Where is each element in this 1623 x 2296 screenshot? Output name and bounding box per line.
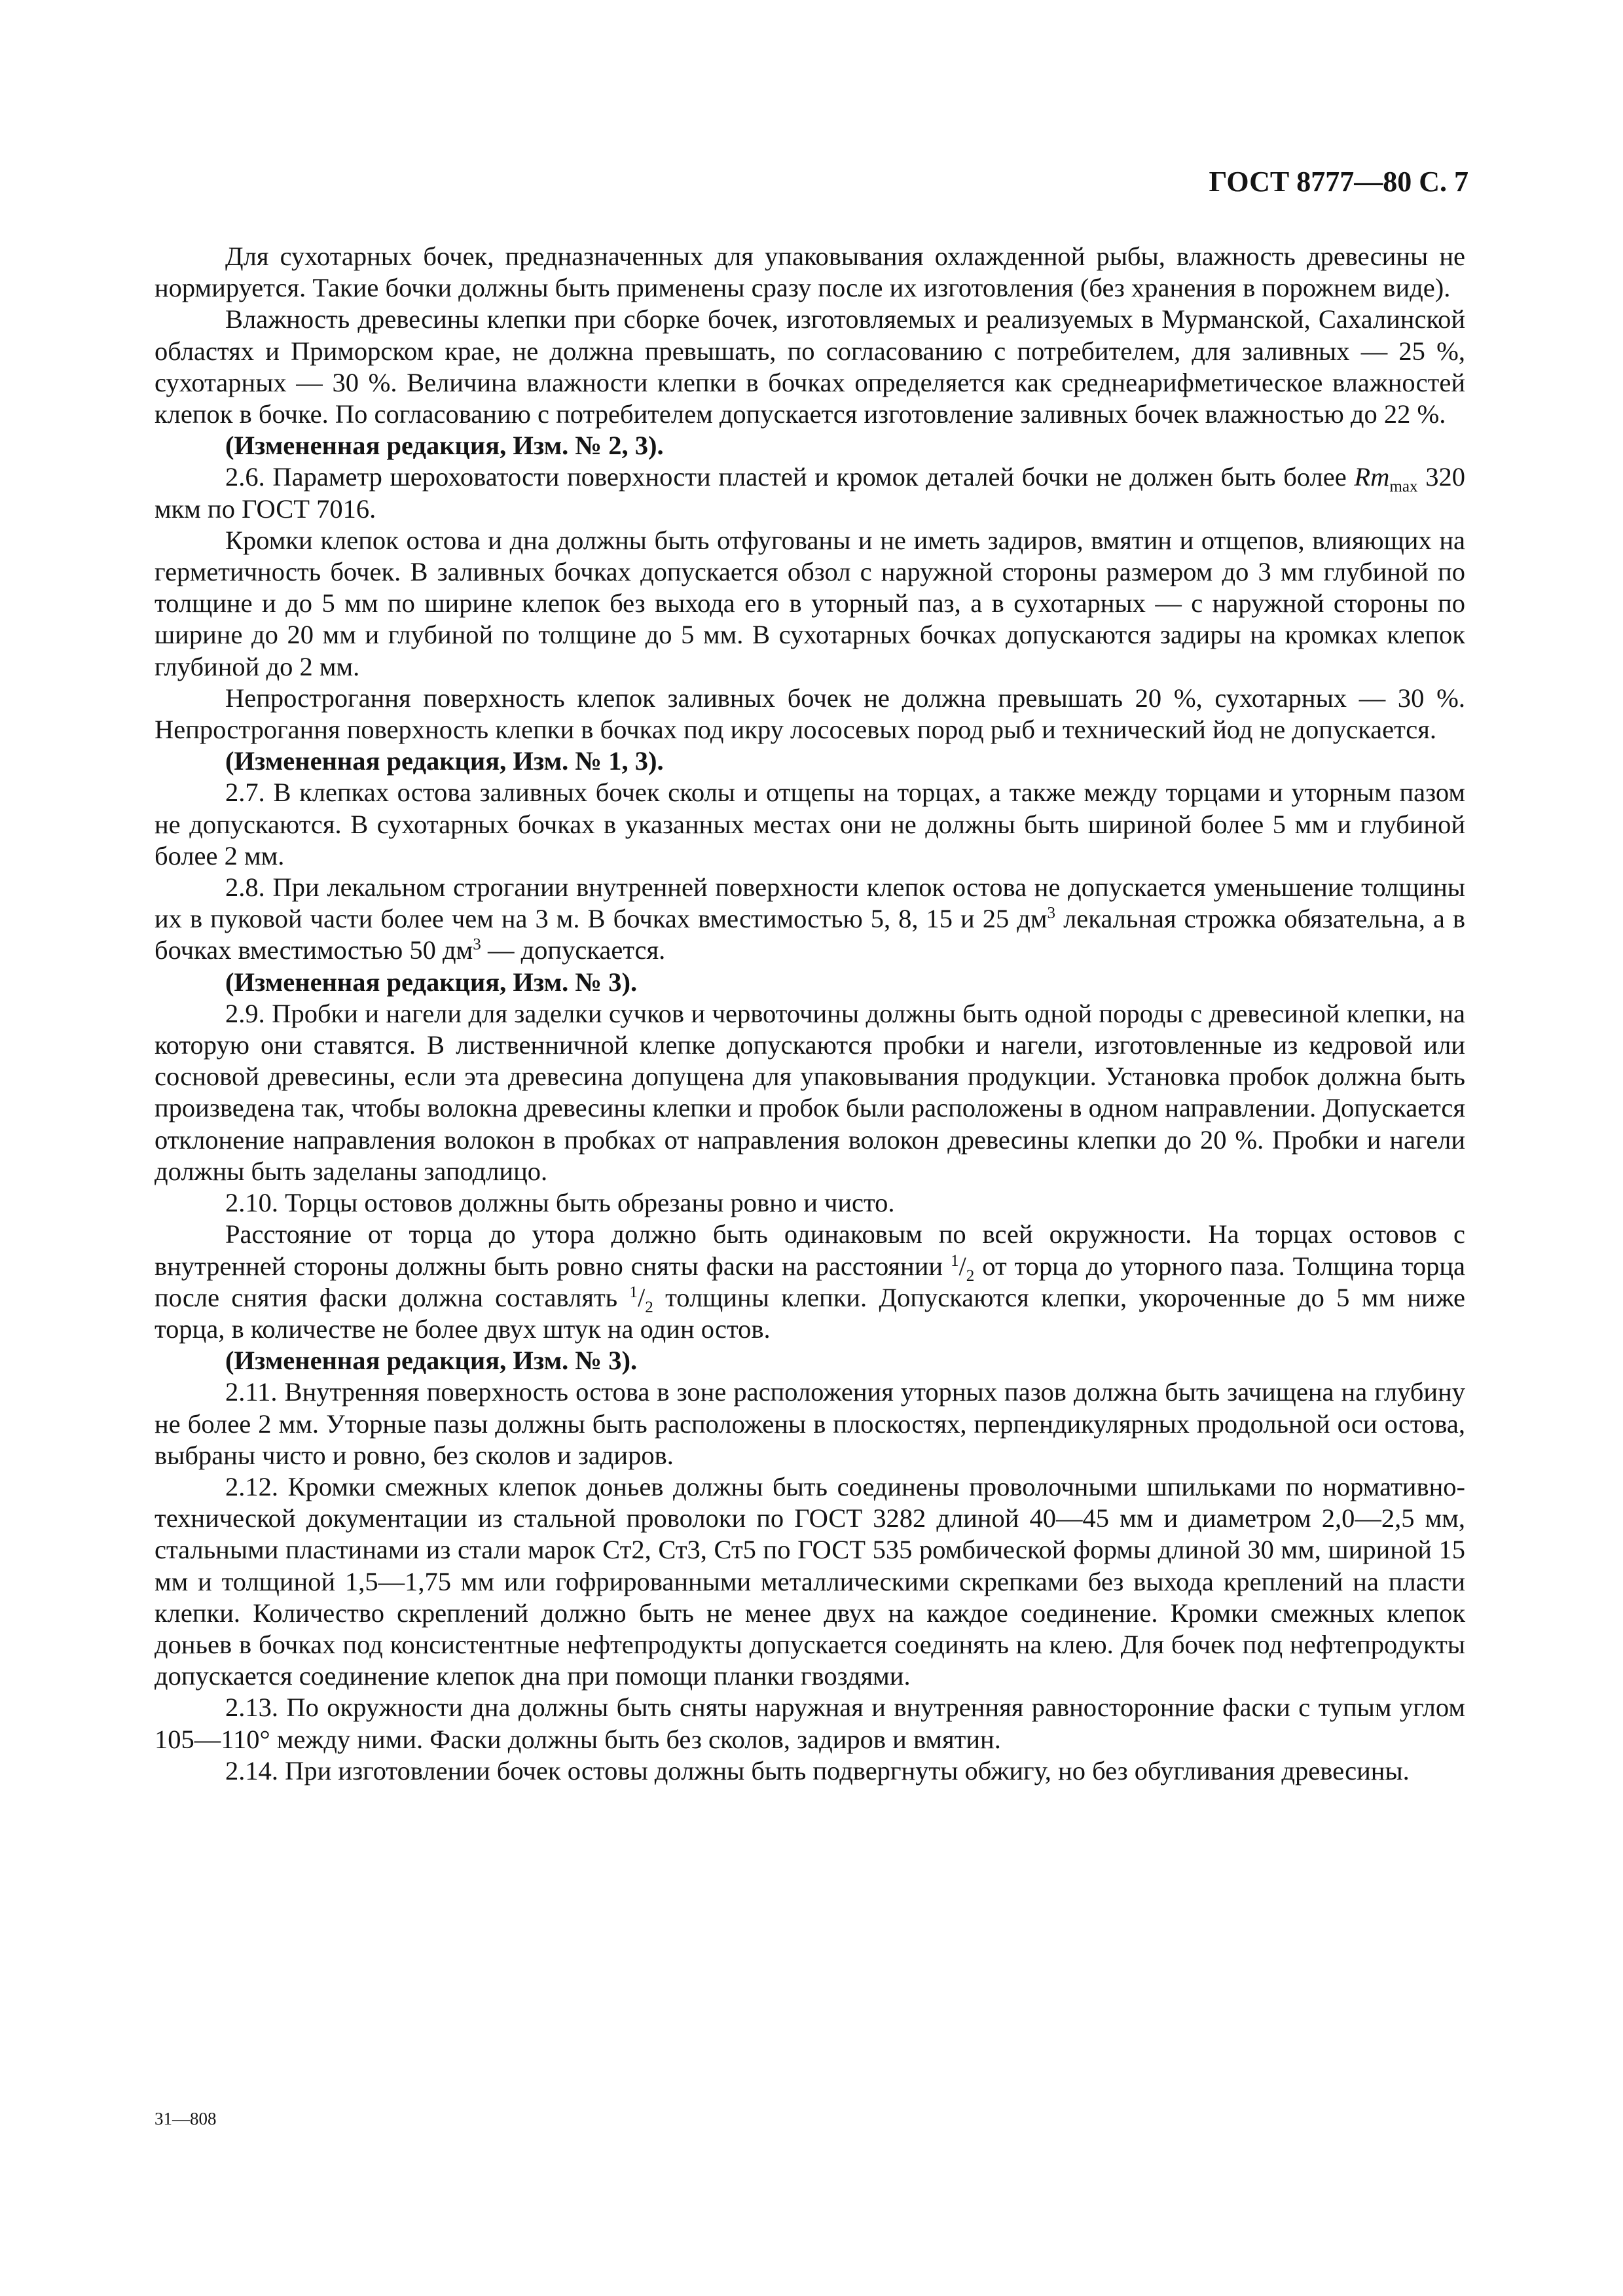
chamfer-text-c: толщины клепки. Допускаются клепки, укороченные до 5 мм ниже торца, в количестве не более двух штук на один остов. [155, 1282, 1465, 1344]
fraction-denominator: 2 [966, 1266, 975, 1285]
superscript: 3 [473, 935, 481, 954]
clause-2-8-text-a: 2.8. При лекальном строгании внутренней поверхности клепок остова не допускается уменьшение толщины их в пуковой части более чем на 3 м. В бочках вместимостью 5, 8, 15 и 25 дм [155, 872, 1465, 934]
fraction-numerator: 1 [629, 1283, 638, 1301]
chamfer-text-a: Расстояние от торца до утора должно быть одинаковым по всей окружности. На торцах остовов с внутренней стороны должны быть ровно сняты фаски на расстоянии [155, 1219, 1465, 1281]
clause-2-8-text-c: — допускается. [481, 935, 666, 965]
fraction-denominator: 2 [645, 1298, 653, 1316]
paragraph-chamfers [155, 1219, 1465, 1345]
clause-2-6-value: 320 мкм по ГОСТ 7016. [155, 462, 1466, 524]
clause-2-10: 2.10. Торцы остовов должны быть обрезаны ровно и чисто. [225, 1188, 895, 1218]
clause-2-7: 2.7. В клепках остова заливных бочек сколы и отщепы на торцах, а также между торцами и уторным пазом не допускаются. В сухотарных бочках в указанных местах они не должны быть шириной более 5 мм и глубиной более 2 мм. [155, 778, 1465, 870]
page-header: ГОСТ 8777—80 С. 7 [1209, 166, 1468, 198]
clause-2-12: 2.12. Кромки смежных клепок доньев должны быть соединены проволочными шпильками по нормативно-технической документации из стальной проволоки по ГОСТ 3282 длиной 40—45 мм и диаметром 2,0—2,5 мм, стальными пластинами из стали марок Ст2, Ст3, Ст5 по ГОСТ 535 ромбической формы длиной 30 мм, шириной 15 мм и толщиной 1,5—1,75 мм или гофрированными металлическими скрепками без выхода креплений на пласти клепки. Количество скреплений должно быть не менее двух на каждое соединение. Кромки смежных клепок доньев в бочках под консистентные нефтепродукты допускается соединять на клею. Для бочек под нефтепродукты допускается соединение клепок дна при помощи планки гвоздями. [155, 1471, 1465, 1691]
chamfer-text-b: от торца до уторного паза. Толщина торца после снятия фаски должна составлять [155, 1251, 1465, 1312]
superscript: 3 [1047, 904, 1056, 922]
clause-2-11: 2.11. Внутренняя поверхность остова в зоне расположения уторных пазов должна быть зачищена на глубину не более 2 мм. Уторные пазы должны быть расположены в плоскостях, перпендикулярных продольной оси остова, выбраны чисто и ровно, без сколов и задиров. [155, 1377, 1465, 1470]
rm-subscript: max [1389, 478, 1418, 496]
amendment-note: (Измененная редакция, Изм. № 3). [225, 967, 638, 997]
clause-2-14: 2.14. При изготовлении бочек остовы должны быть подвергнуты обжигу, но без обугливания древесины. [225, 1755, 1410, 1785]
rm-symbol: Rm [1354, 462, 1390, 492]
fraction: $^1/_2$ [629, 1282, 653, 1316]
fraction-numerator: 1 [950, 1251, 959, 1270]
amendment-note: (Измененная редакция, Изм. № 2, 3). [225, 431, 664, 461]
clause-2-8-text-b: лекальная строжка обязательна, а в бочках вместимостью 50 дм [155, 904, 1465, 965]
clause-2-6-text: 2.6. Параметр шероховатости поверхности пластей и кромок деталей бочки не должен быть более [225, 462, 1355, 492]
paragraph-edges: Кромки клепок остова и дна должны быть отфугованы и не иметь задиров, вмятин и отщепов, влияющих на герметичность бочек. В заливных бочках допускается обзол с наружной стороны размером до 3 мм глубиной по толщине и до 5 мм по ширине клепок без выхода его в уторный паз, а в сухотарных — с наружной стороны по ширине до 20 мм и глубиной по толщине до 5 мм. В сухотарных бочках допускаются задиры на кромках клепок глубиной до 2 мм. [155, 525, 1465, 681]
amendment-note: (Измененная редакция, Изм. № 1, 3). [225, 746, 664, 776]
page-footer: 31—808 [155, 2109, 217, 2128]
clause-2-13: 2.13. По окружности дна должны быть сняты наружная и внутренняя равносторонние фаски с тупым углом 105—110° между ними. Фаски должны быть без сколов, задиров и вмятин. [155, 1693, 1465, 1754]
clause-2-9: 2.9. Пробки и нагели для заделки сучков и червоточины должны быть одной породы с древесиной клепки, на которую они ставятся. В лиственничной клепке допускаются пробки и нагели, изготовленные из кедровой или сосновой древесины, если эта древесина допущена для упаковывания продукции. Установка пробок должна быть произведена так, чтобы волокна древесины клепки и пробок были расположены в одном направлении. Допускается отклонение направления волокон в пробках от направления волокон древесины клепки до 20 %. Пробки и нагели должны быть заделаны заподлицо. [155, 998, 1465, 1186]
clause-2-8 [155, 872, 1465, 967]
paragraph-dry-barrels: Для сухотарных бочек, предназначенных для упаковывания охлажденной рыбы, влажность древесины не нормируется. Такие бочки должны быть применены сразу после их изготовления (без хранения в порожнем виде). [155, 242, 1465, 303]
paragraph-unplaned-surface: Непрострогання поверхность клепок заливных бочек не должна превышать 20 %, сухотарных — 30 %. Непрострогання поверхность клепки в бочках под икру лососевых пород рыб и технический йод не допускается. [155, 683, 1465, 745]
paragraph-moisture: Влажность древесины клепки при сборке бочек, изготовляемых и реализуемых в Мурманской, Сахалинской областях и Приморском крае, не должна превышать, по согласованию с потребителем, для заливных — 25 %, сухотарных — 30 %. Величина влажности клепки в бочках определяется как среднеарифметическое влажностей клепок в бочке. По согласованию с потребителем допускается изготовление заливных бочек влажностью до 22 %. [155, 304, 1465, 429]
clause-2-6 [155, 461, 1465, 524]
document-body [155, 241, 1465, 1787]
amendment-note: (Измененная редакция, Изм. № 3). [225, 1346, 638, 1376]
fraction: $^1/_2$ [950, 1251, 975, 1285]
